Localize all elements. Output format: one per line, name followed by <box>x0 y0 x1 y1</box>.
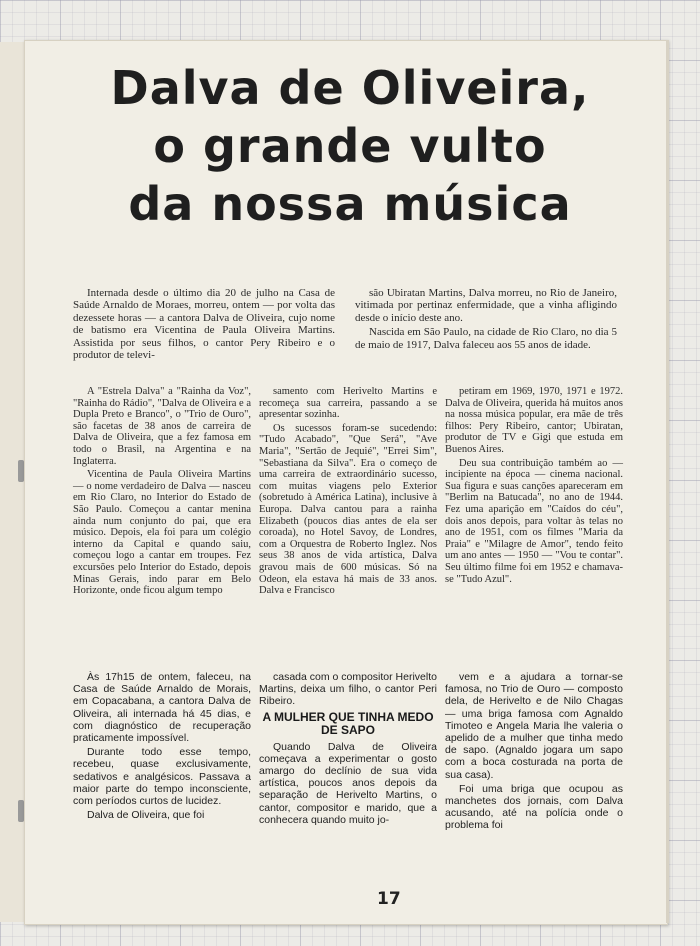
lede-paragraph: Internada desde o último dia 20 de julho na Casa de Saúde Arnaldo de Moraes, morreu, ontem — por volta das dezessete horas — a cantora Dalva de Oliveira, cujo nome de batismo era Vicentina de Paula Oliveira Martins. Assistida por seus filhos, o cantor Pery Ribeiro e o produtor de televi- <box>73 287 335 362</box>
bottom-paragraph: Dalva de Oliveira, que foi <box>87 809 205 822</box>
body-paragraph: samento com Herivelto Martins e recomeça sua carreira, passando a se apresentar sozinha. <box>259 386 437 421</box>
bottom-paragraph: Às 17h15 de ontem, faleceu, na Casa de Saúde Arnaldo de Morais, em Copacabana, a cantora Dalva de Oliveira, ali internada há 45 dias, e com diagnóstico de recuperação praticamente impossível. <box>73 671 251 745</box>
bottom-paragraph: casada com o compositor Herivelto Martins, deixa um filho, o cantor Peri Ribeiro. <box>259 671 437 708</box>
bottom-paragraph: Quando Dalva de Oliveira começava a experimentar o gosto amargo do declínio de sua vida artística, poucos anos depois da separação de Herivelto Martins, o cantor, compositor e marido, que a conhecera quando muito jo- <box>259 740 437 826</box>
page-number: 17 <box>377 889 401 909</box>
bottom-column-3 <box>445 671 623 834</box>
previous-page-edge <box>0 42 27 922</box>
body-paragraph: Os sucessos foram-se sucedendo: "Tudo Acabado", "Que Será", "Ave Maria", "Sertão de Jequié", "Errei Sim", "Sebastiana da Silva". Era o começo de uma carreira de extraordinário sucesso, com muitas viagens pelo Exterior (sobretudo à América Latina), inclusive à Europa. Dalva cantou para a rainha Elizabeth (poucos dias antes de ela ser coroada), no Hotel Savoy, de Londres, com a Orquestra de Roberto Inglez. Nos seus 38 anos de vida artística, Dalva gravou mais de 600 músicas. Só na Odeon, ela estava há mais de 33 anos. Dalva e Francisco <box>259 422 437 597</box>
body-column-1 <box>73 386 251 599</box>
body-paragraph: Deu sua contribuição também ao — incipiente na época — cinema nacional. Sua figura e suas canções apareceram em "Berlim na Batucada", no ano de 1944. Fez uma aparição em "Caídos do céu", dois anos depois, para voltar às telas no ano de 1951, com os filmes "Maria da Praia" e "Milagre de Amor", tendo feito um ano antes — 1950 — "Vou te contar". Seu último filme foi em 1952 e chamava-se "Tudo Azul". <box>445 457 623 585</box>
body-column-3 <box>445 386 623 587</box>
headline-line-1: Dalva de Oliveira, <box>110 61 590 115</box>
body-paragraph: A "Estrela Dalva" a "Rainha da Voz", "Rainha do Rádio", "Dalva de Oliveira e a Dupla Preto e Branco", o "Trio de Ouro", são facetas de 38 anos de carreira de Dalva de Oliveira, que a fez famosa em todo o Brasil, na Argentina e na Inglaterra. <box>73 386 251 467</box>
bottom-column-2 <box>259 671 437 828</box>
magazine-page <box>24 40 668 925</box>
body-column-2 <box>259 386 437 599</box>
lede-right-column <box>355 287 617 353</box>
lede-paragraph: Nascida em São Paulo, na cidade de Rio Claro, no dia 5 de maio de 1917, Dalva faleceu aos 55 anos de idade. <box>355 326 617 351</box>
bottom-paragraph: Durante todo esse tempo, recebeu, quase exclusivamente, sedativos e analgésicos. Passava a maior parte do tempo inconsciente, com períodos curtos de lucidez. <box>73 746 251 808</box>
body-paragraph: Vicentina de Paula Oliveira Martins — o nome verdadeiro de Dalva — nasceu em Rio Claro, no Interior do Estado de São Paulo. Começou a cantar menina ainda num conjunto do pai, que era músico. Depois, ela foi para um colégio interno da Capital e quando saiu, começou logo a cantar em troupes. Fez excursões pelo Interior do Estado, depois Minas Gerais, indo parar em Belo Horizonte, onde ficou algum tempo <box>73 469 251 597</box>
page-edge <box>666 40 669 923</box>
bottom-paragraph: Foi uma briga que ocupou as manchetes dos jornais, com Dalva acusando, até na polícia onde o problema foi <box>445 782 623 832</box>
bottom-column-1 <box>73 671 251 823</box>
body-paragraph: petiram em 1969, 1970, 1971 e 1972. Dalva de Oliveira, querida há muitos anos na nossa música popular, era mãe de três filhos: Pery Ribeiro, cantor; Ubiratan, produtor de TV e Gigi que estuda em Buenos Aires. <box>445 386 623 455</box>
bottom-paragraph: vem e a ajudara a tornar-se famosa, no Trio de Ouro — composto dela, de Herivelto e de Nilo Chagas — uma briga famosa com Agnaldo Timoteo e Angela Maria lhe valeria o apelido de a mulher que tinha medo de sapo. (Agnaldo jogara um sapo com a boca costurada na porta de sua casa). <box>445 671 623 781</box>
lede-left-column <box>73 287 335 363</box>
section-subhead: A MULHER QUE TINHA MEDO DE SAPO <box>262 709 434 737</box>
headline-line-3: da nossa música <box>128 177 572 231</box>
headline-line-2: o grande vulto <box>153 119 547 173</box>
lede-paragraph: são Ubiratan Martins, Dalva morreu, no Rio de Janeiro, vitimada por pertinaz enfermidade, que a vinha afligindo desde o início deste ano. <box>355 287 617 324</box>
headline <box>55 59 645 233</box>
